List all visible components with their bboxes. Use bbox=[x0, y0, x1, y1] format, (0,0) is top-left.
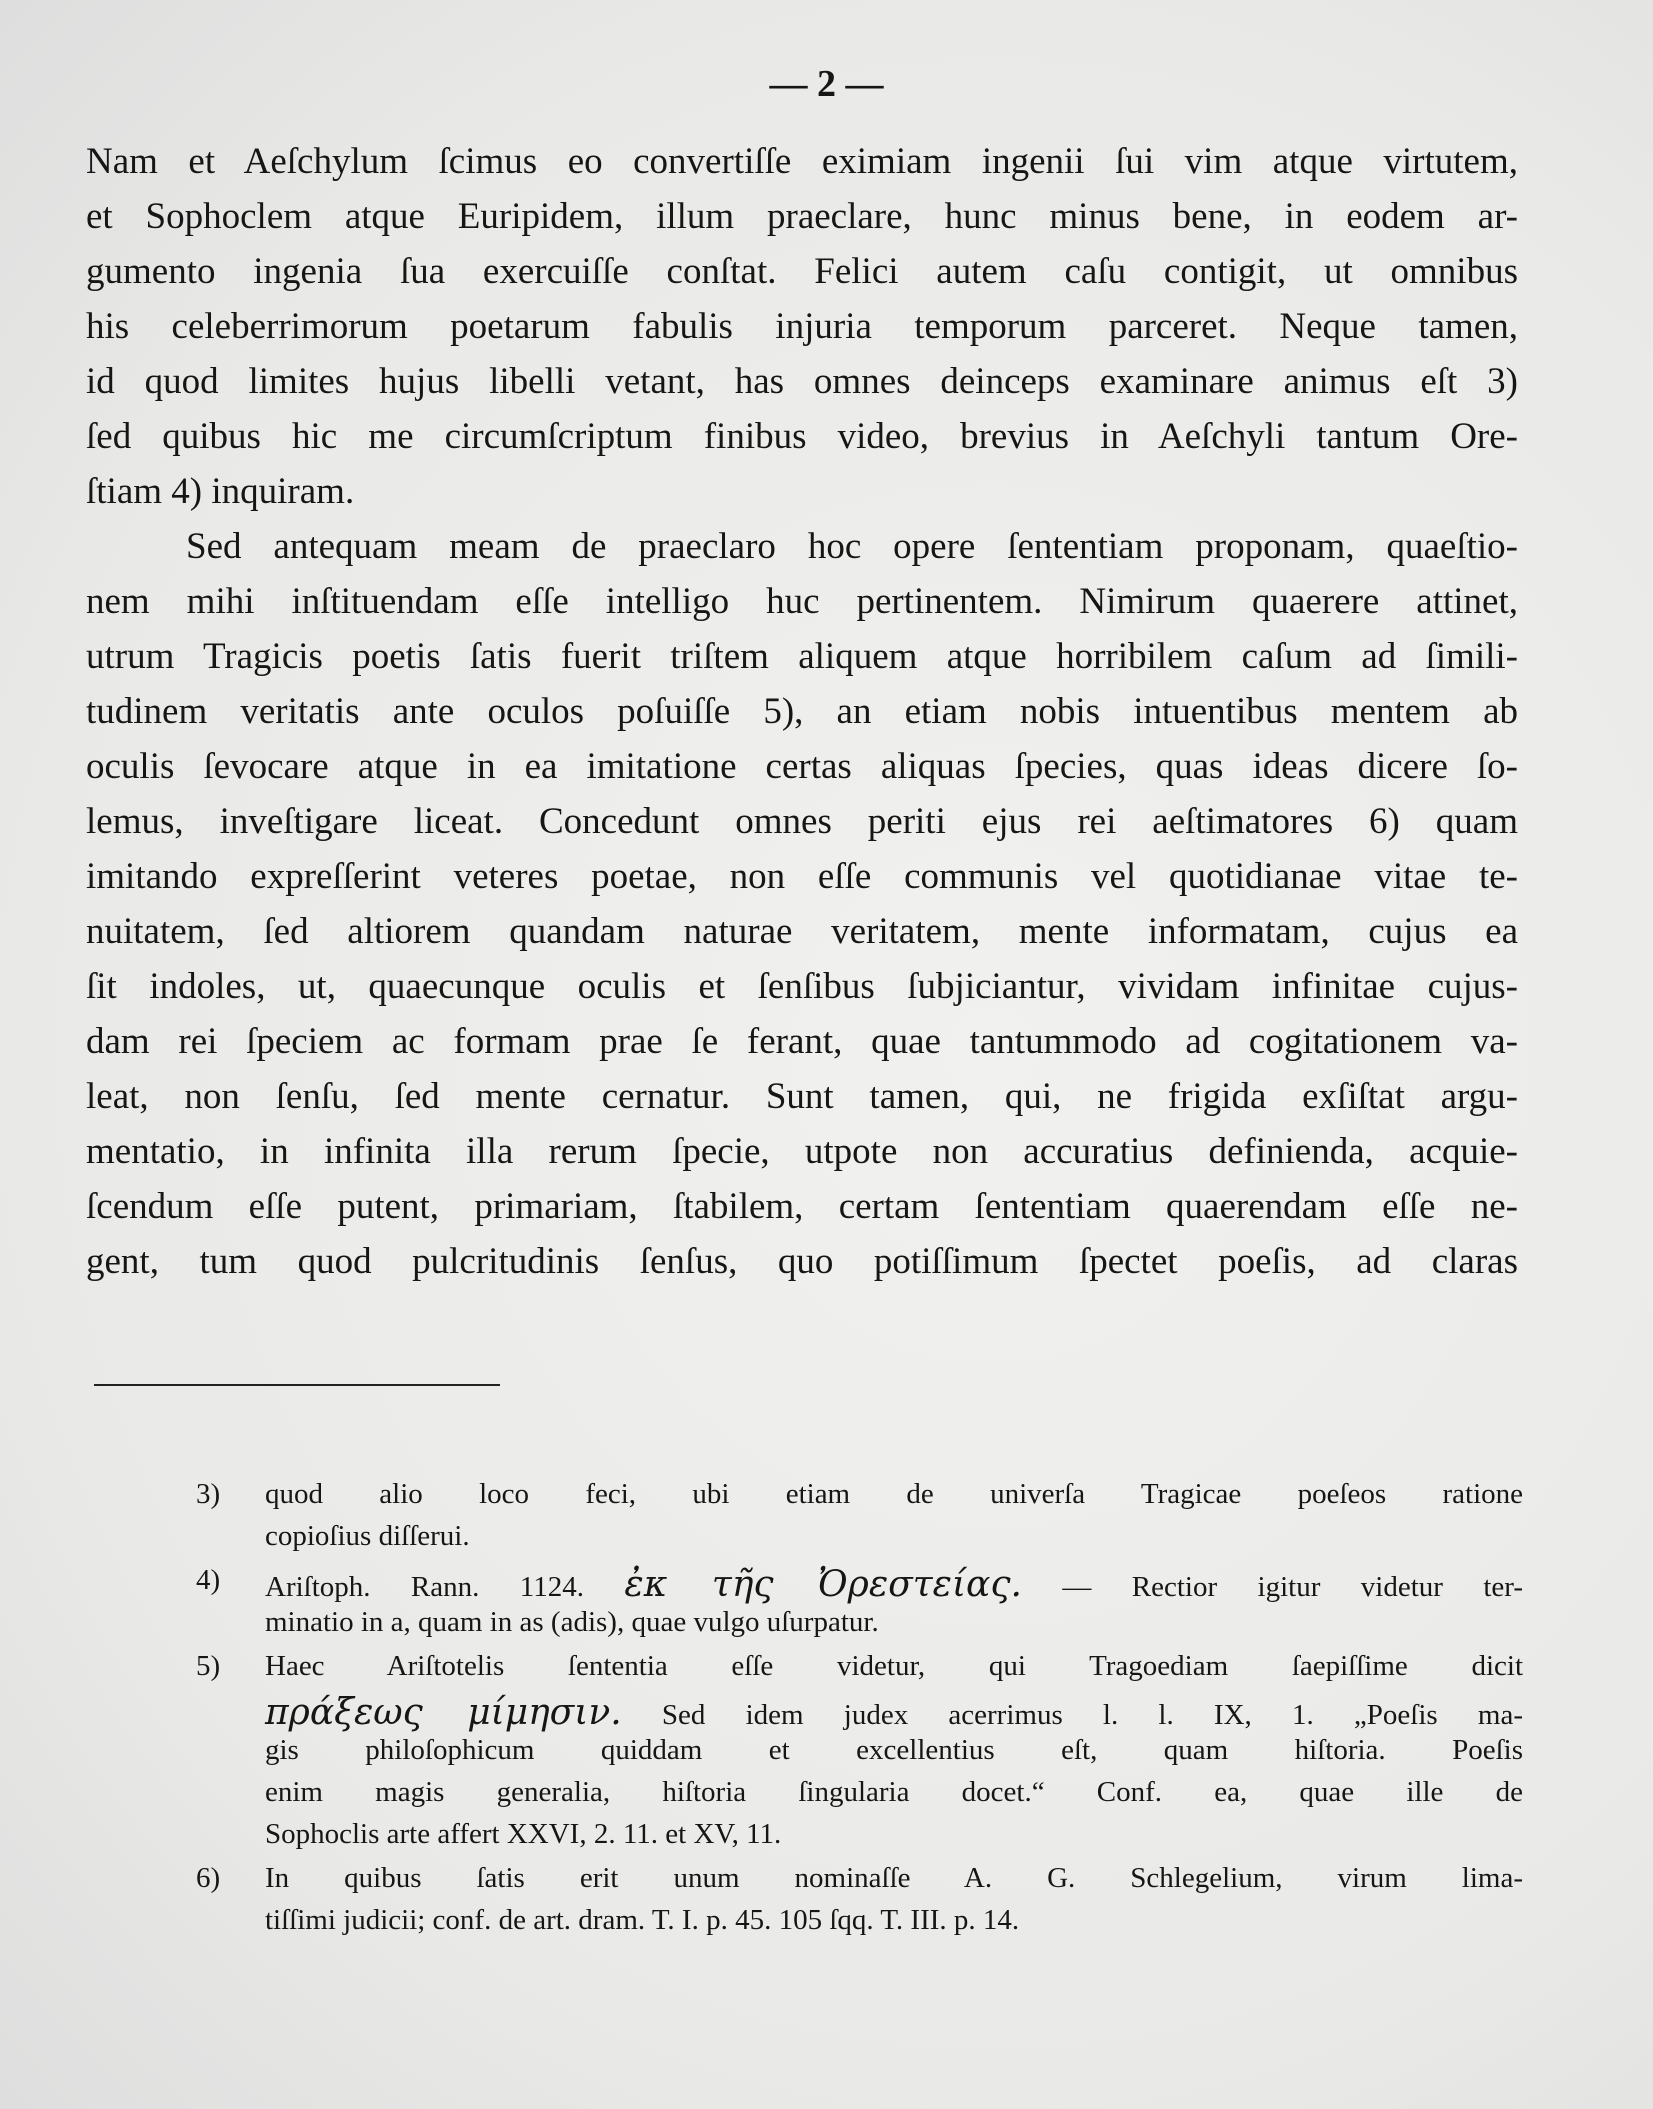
body-line: ſit indoles, ut, quaecunque oculis et ſenſibus ſubjiciantur, vividam infinitae cujus- bbox=[86, 966, 1518, 1007]
footnote-text: minatio in a, quam in as (adis), quae vulgo uſurpatur. bbox=[265, 1606, 879, 1638]
body-line: lemus, inveſtigare liceat. Concedunt omnes periti ejus rei aeſtimatores 6) quam bbox=[86, 801, 1518, 842]
footnote-number: 5) bbox=[196, 1650, 221, 1682]
body-line: nem mihi inſtituendam eſſe intelligo huc pertinentem. Nimirum quaerere attinet, bbox=[86, 581, 1518, 622]
footnote-number: 4) bbox=[196, 1564, 221, 1596]
body-line: dam rei ſpeciem ac formam prae ſe ferant, quae tantummodo ad cogitationem va- bbox=[86, 1021, 1518, 1062]
footnote-number: 3) bbox=[196, 1478, 221, 1510]
footnote-text: gis philoſophicum quiddam et excellentius eſt, quam hiſtoria. Poeſis bbox=[265, 1734, 1523, 1766]
footnote-text: — Rectior igitur videtur ter- bbox=[1062, 1571, 1523, 1603]
footnote-text: In quibus ſatis erit unum nominaſſe A. G. Schlegelium, virum lima- bbox=[265, 1862, 1523, 1894]
footnote-line bbox=[265, 1776, 1523, 1809]
footnote-text: quod alio loco feci, ubi etiam de univerſa Tragicae poeſeos ratione bbox=[265, 1478, 1523, 1510]
body-line: id quod limites hujus libelli vetant, has omnes deinceps examinare animus eſt 3) bbox=[86, 361, 1518, 402]
body-line: gent, tum quod pulcritudinis ſenſus, quo potiſſimum ſpectet poeſis, ad claras bbox=[86, 1241, 1518, 1282]
footnote-line bbox=[265, 1862, 1523, 1895]
footnote-text: Ariſtoph. Rann. 1124. bbox=[265, 1571, 584, 1603]
footnote-text: copioſius diſſerui. bbox=[265, 1520, 470, 1552]
footnote-line bbox=[265, 1564, 1523, 1605]
footnote-text: enim magis generalia, hiſtoria ſingularia docet.“ Conf. ea, quae ille de bbox=[265, 1776, 1523, 1808]
body-line: Nam et Aeſchylum ſcimus eo convertiſſe eximiam ingenii ſui vim atque virtutem, bbox=[86, 141, 1518, 182]
footnote-text: Haec Ariſtotelis ſententia eſſe videtur, qui Tragoediam ſaepiſſime dicit bbox=[265, 1650, 1523, 1682]
body-line: tudinem veritatis ante oculos poſuiſſe 5), an etiam nobis intuentibus mentem ab bbox=[86, 691, 1518, 732]
footnote-text: Sophoclis arte affert XXVI, 2. 11. et XV, 11. bbox=[265, 1818, 782, 1850]
body-line: oculis ſevocare atque in ea imitatione certas aliquas ſpecies, quas ideas dicere ſo- bbox=[86, 746, 1518, 787]
footnote-text: Sed idem judex acerrimus l. l. IX, 1. „Poeſis ma- bbox=[661, 1699, 1523, 1731]
footnote-line bbox=[265, 1606, 1523, 1639]
body-line: ſcendum eſſe putent, primariam, ſtabilem, certam ſententiam quaerendam eſſe ne- bbox=[86, 1186, 1518, 1227]
body-line: mentatio, in infinita illa rerum ſpecie, utpote non accuratius definienda, acquie- bbox=[86, 1131, 1518, 1172]
footnote-separator bbox=[94, 1384, 500, 1386]
footnote-text: tiſſimi judicii; conf. de art. dram. T. I. p. 45. 105 ſqq. T. III. p. 14. bbox=[265, 1904, 1020, 1936]
footnote-line bbox=[265, 1818, 1523, 1851]
footnote-line bbox=[265, 1650, 1523, 1683]
body-line: his celeberrimorum poetarum fabulis injuria temporum parceret. Neque tamen, bbox=[86, 306, 1518, 347]
greek-quote: ἐκ τῆς Ὀρεστείας. bbox=[624, 1564, 1022, 1605]
footnote-line bbox=[265, 1692, 1523, 1733]
body-line: imitando expreſſerint veteres poetae, non eſſe communis vel quotidianae vitae te- bbox=[86, 856, 1518, 897]
body-line: ſtiam 4) inquiram. bbox=[86, 471, 355, 512]
body-line: gumento ingenia ſua exercuiſſe conſtat. Felici autem caſu contigit, ut omnibus bbox=[86, 251, 1518, 292]
body-line: utrum Tragicis poetis ſatis fuerit triſtem aliquem atque horribilem caſum ad ſimili- bbox=[86, 636, 1518, 677]
body-line: leat, non ſenſu, ſed mente cernatur. Sunt tamen, qui, ne frigida exſiſtat argu- bbox=[86, 1076, 1518, 1117]
footnote-number: 6) bbox=[196, 1862, 221, 1894]
body-line: Sed antequam meam de praeclaro hoc opere ſententiam proponam, quaeſtio- bbox=[186, 526, 1518, 567]
body-line: et Sophoclem atque Euripidem, illum praeclare, hunc minus bene, in eodem ar- bbox=[86, 196, 1518, 237]
footnote-line bbox=[265, 1520, 1523, 1553]
body-line: ſed quibus hic me circumſcriptum finibus video, brevius in Aeſchyli tantum Ore- bbox=[86, 416, 1518, 457]
footnote-line bbox=[265, 1734, 1523, 1767]
footnote-line bbox=[265, 1478, 1523, 1511]
footnote-line bbox=[265, 1904, 1523, 1937]
body-line: nuitatem, ſed altiorem quandam naturae veritatem, mente informatam, cujus ea bbox=[86, 911, 1518, 952]
greek-quote: πράξεως μίμησιν. bbox=[265, 1692, 622, 1733]
page-number: — 2 — bbox=[769, 63, 884, 105]
